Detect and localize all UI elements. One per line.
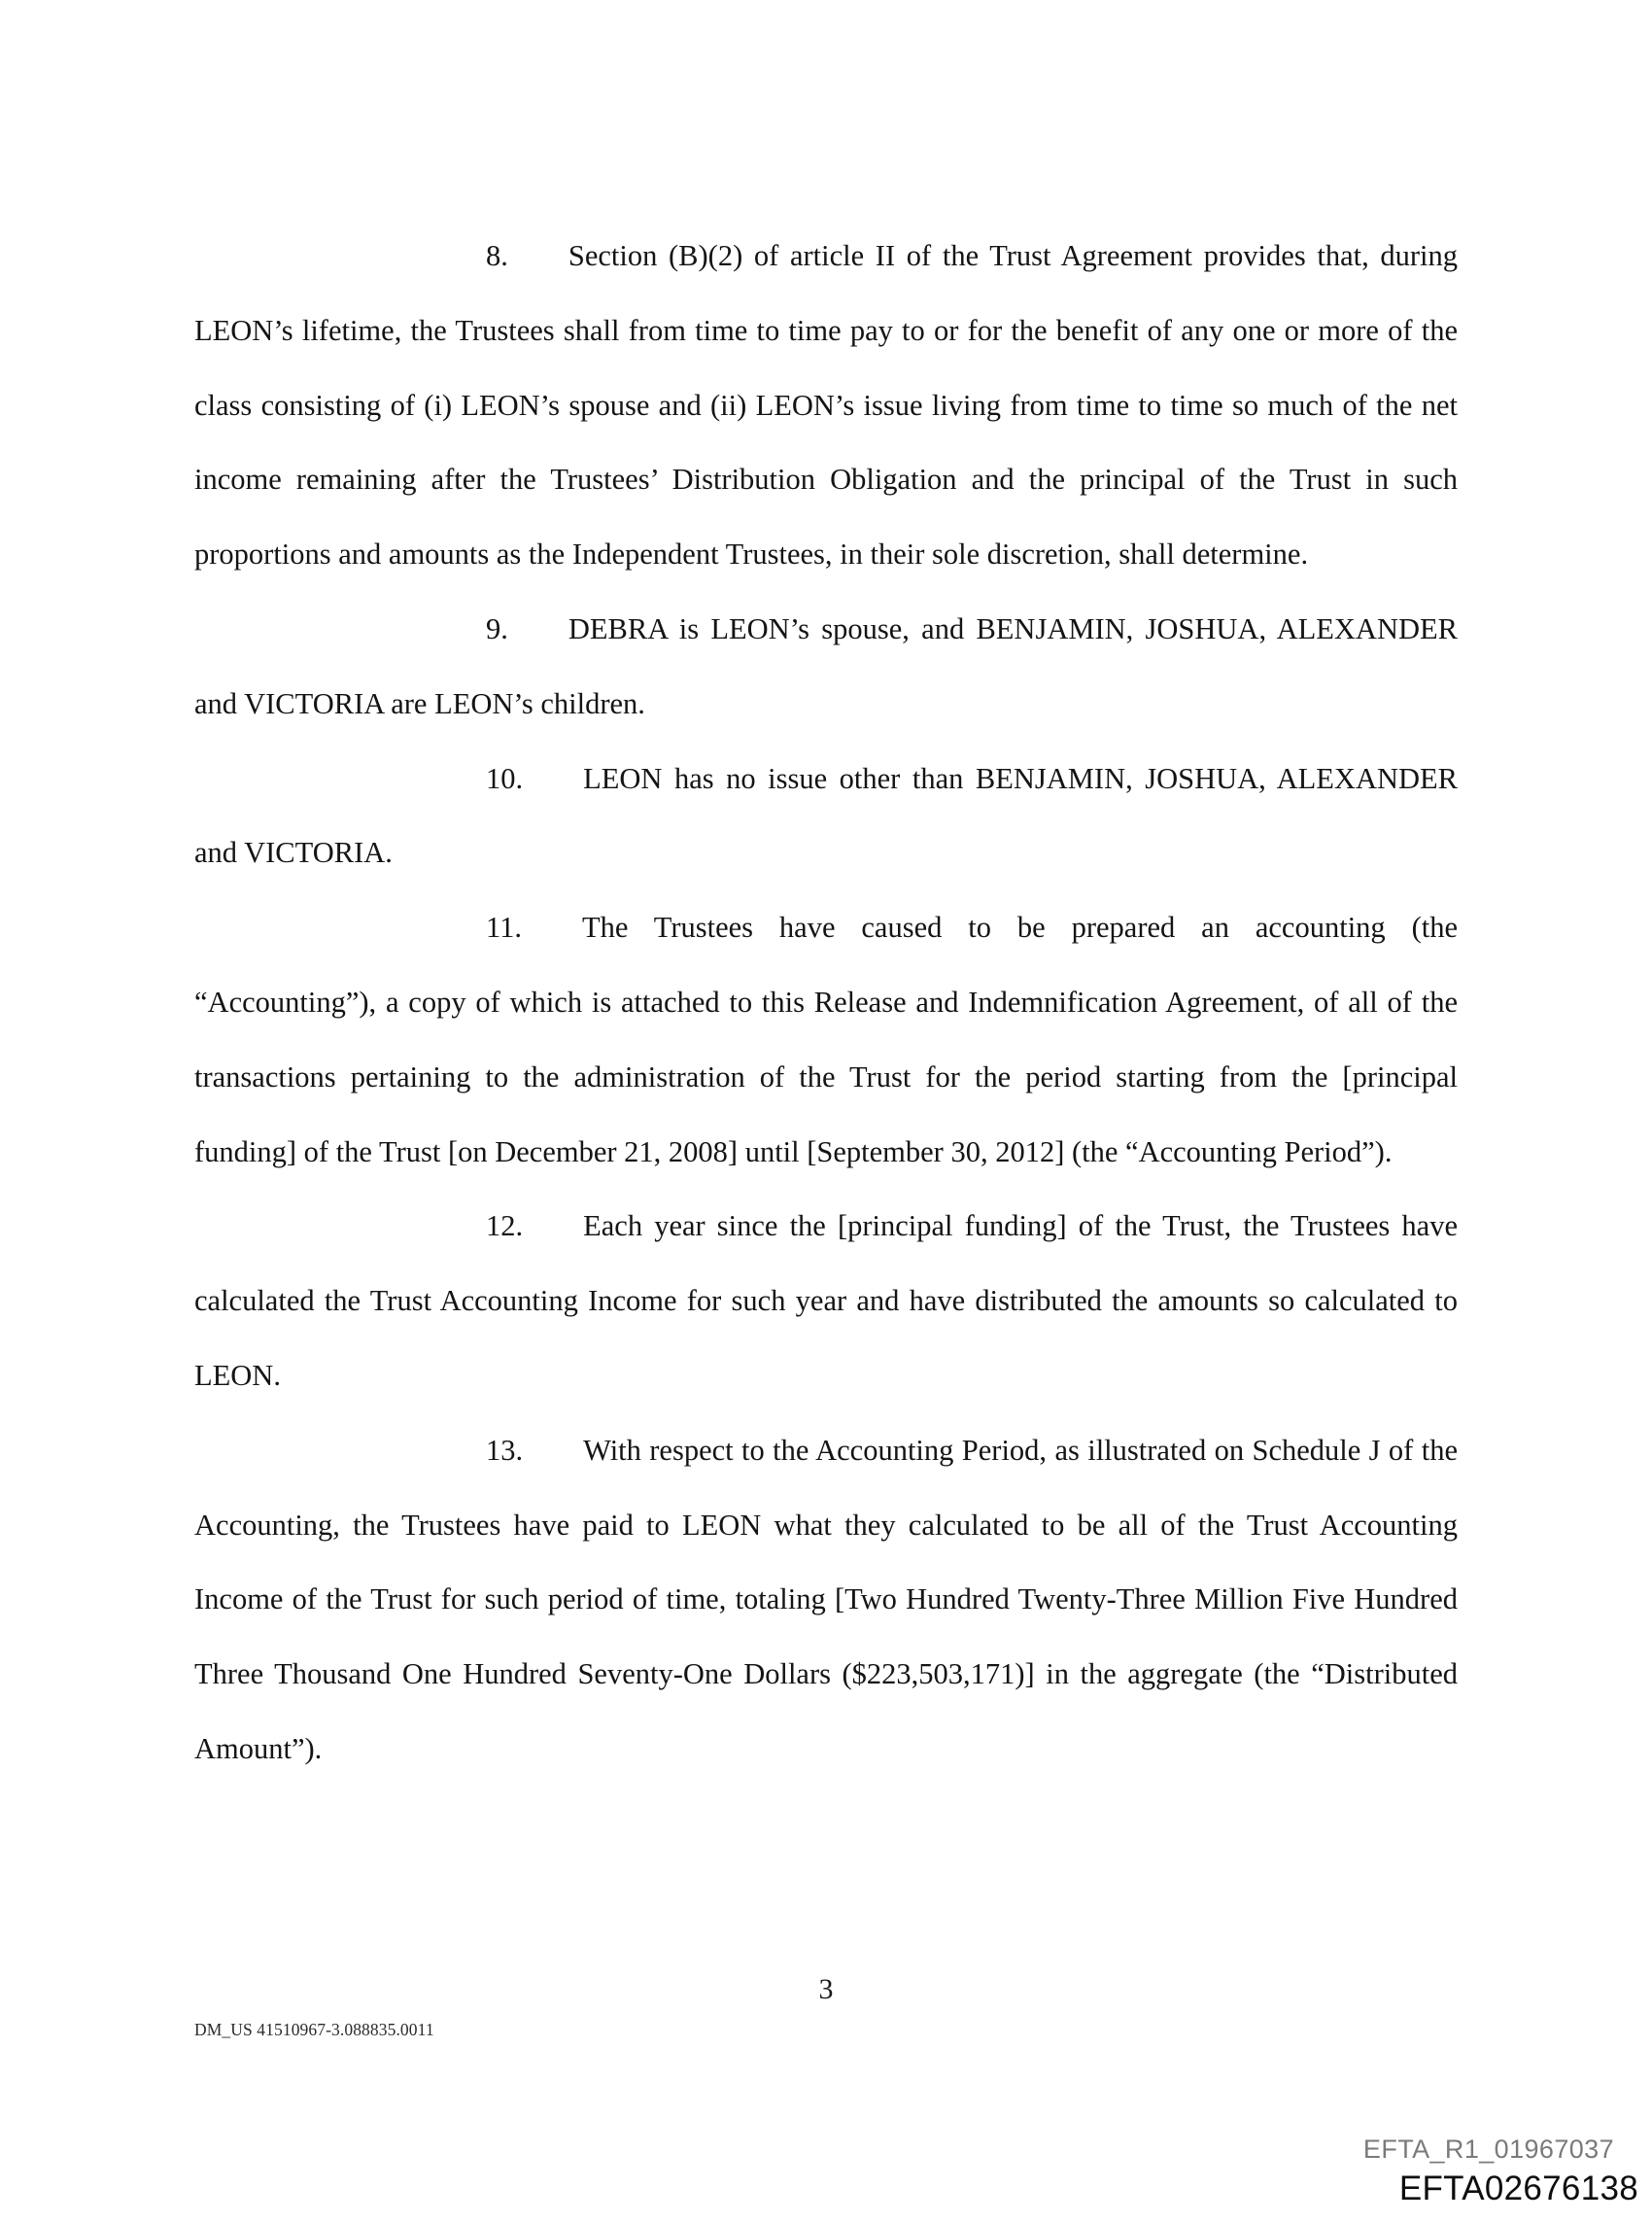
numbered-paragraph [194,592,1458,742]
numbered-paragraph [194,1189,1458,1412]
numbered-paragraph [194,1413,1458,1787]
paragraph-text: DEBRA is LEON’s spouse, and BENJAMIN, JOSHUA, ALEXANDER and VICTORIA are LEON’s children. [194,611,1458,720]
numbered-paragraph [194,219,1458,592]
paragraph-number: 8. [486,239,508,272]
paragraph-text: Section (B)(2) of article II of the Trust Agreement provides that, during LEON’s lifetime, the Trustees shall from time to time pay to or for the benefit of any one or more of the class consisting of (i) LEON’s spouse and (ii) LEON’s issue living from time to time so much of the net income remaining after the Trustees’ Distribution Obligation and the principal of the Trust in such proportions and amounts as the Independent Trustees, in their sole discretion, shall determine. [194,239,1458,572]
numbered-paragraph [194,742,1458,891]
paragraph-text: With respect to the Accounting Period, as illustrated on Schedule J of the Accounting, the Trustees have paid to LEON what they calculated to be all of the Trust Accounting Income of the Trust for such period of time, totaling [Two Hundred Twenty-Three Million Five Hundred Three Thousand One Hundred Seventy-One Dollars ($223,503,171)] in the aggregate (the “Distributed Amount”). [194,1433,1458,1765]
document-body [194,219,1458,1787]
paragraph-number: 11. [486,911,522,945]
footer-document-id: DM_US 41510967-3.088835.0011 [194,2020,434,2039]
page-number: 3 [818,1973,834,2005]
bates-stamp-upper: EFTA_R1_01967037 [1362,2135,1614,2164]
numbered-paragraph [194,890,1458,1189]
paragraph-number: 12. [486,1209,524,1243]
paragraph-text: The Trustees have caused to be prepared an accounting (the “Accounting”), a copy of which is attached to this Release and Indemnification Agreement, of all of the transactions pertaining to the administration of the Trust for the period starting from the [principal funding] of the Trust [on December 21, 2008] until [September 30, 2012] (the “Accounting Period”). [194,911,1458,1168]
bates-stamp-lower: EFTA02676138 [1398,2170,1638,2207]
paragraph-number: 10. [486,761,524,795]
paragraph-number: 9. [486,611,508,645]
paragraph-text: LEON has no issue other than BENJAMIN, JOSHUA, ALEXANDER and VICTORIA. [194,761,1458,870]
paragraph-text: Each year since the [principal funding] of the Trust, the Trustees have calculated the Trust Accounting Income for such year and have distributed the amounts so calculated to LEON. [194,1209,1458,1392]
paragraph-number: 13. [486,1433,524,1467]
